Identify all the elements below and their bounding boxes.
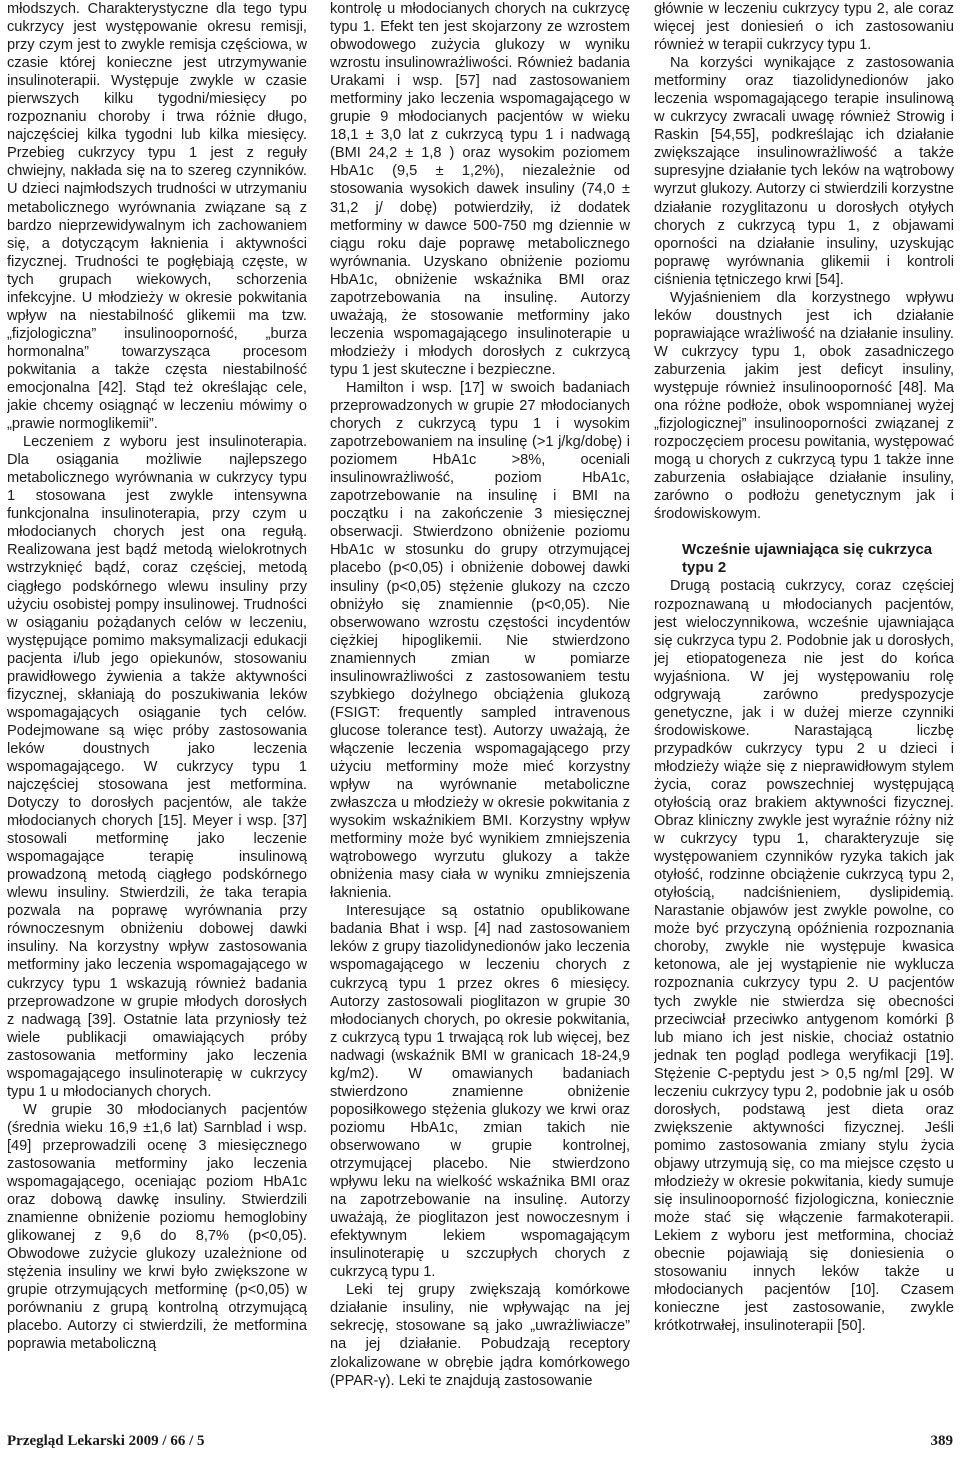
paragraph: młodszych. Charakterystyczne dla tego typu cukrzycy jest występowanie okresu remisji, przy czym jest to zwykle remisja częściowa, w czasie której konieczne jest utrzymywanie insulinoterapii. Występuje zwykle w czasie pierwszych kilku tygodni/miesięcy po rozpoznaniu choroby i trwa różnie długo, najczęściej kilka tygodni lub kilka miesięcy. Przebieg cukrzycy typu 1 jest z reguły chwiejny, nakłada się na to szereg czynników. U dzieci najmłodszych trudności w utrzymaniu metabolicznego wyrównania związane są z bardzo nieprzewidywalnym ich zachowaniem się, a dotyczącym łaknienia i aktywności fizycznej. Trudności te pogłębiają częste, w tych grupach wiekowych, schorzenia infekcyjne. U młodzieży w okresie pokwitania wpływ na niestabilność glikemii ma tzw. „fizjologiczna” insulinooporność, „burza hormonalna” towarzysząca procesom pokwitania a także częsta niestabilność emocjonalna [42]. Stąd też określając cele, jakie chcemy osiągnąć w leczeniu mówimy o „prawie normoglikemii”.	[7, 1, 307, 433]
text-column-middle	[330, 0, 630, 1410]
page-number: 389	[930, 1433, 953, 1449]
paragraph: Na korzyści wynikające z zastosowania metforminy oraz tiazolidynedionów jako leczenia wspomagającego terapie insulinową w cukrzycy zwracali uwagę również Strowig i Raskin [54,55], podkreślając ich działanie zwiększające insulinowrażliwość a także supresyjne działanie tych leków na wątrobowy wyrzut glukozy. Autorzy ci stwierdzili korzystne działanie rozyglitazonu u dorosłych otyłych chorych z cukrzycą typu 1, z objawami oporności na działanie insuliny, uzyskując poprawę wyrównania glikemii i kontroli ciśnienia tętniczego krwi [54].	[654, 55, 954, 288]
paragraph: Leczeniem z wyboru jest insulinoterapia. Dla osiągania możliwie najlepszego metabolicznego wyrównania w cukrzycy typu 1 stosowana jest zwykle intensywna funkcjonalna insulinoterapia, przy czym u młodocianych chorych jest ona regułą. Realizowana jest bądź metodą wielokrotnych wstrzyknięć bądź, coraz częściej, metodą ciągłego podskórnego wlewu insuliny przy użyciu osobistej pompy insulinowej. Trudności w osiąganiu pożądanych celów w leczeniu, występujące pomimo maksymalizacji edukacji pacjenta i/lub jego opiekunów, stosowaniu prawidłowego żywienia a także aktywności fizycznej, skłaniają do poszukiwania leków wspomagających osiąganie tych celów. Podejmowane są więc próby zastosowania leków doustnych jako leczenia wspomagającego. W cukrzycy typu 1 najczęściej stosowana jest metformina. Dotyczy to dorosłych pacjentów, ale także młodocianych chorych [15]. Meyer i wsp. [37] stosowali metforminę jako leczenie wspomagające terapię insulinową prowadzoną metodą ciągłego podskórnego wlewu insuliny. Stwierdzili, że taka terapia pozwala na poprawę wyrównania przy równoczesnym obniżeniu dobowej dawki insuliny. Na korzystny wpływ zastosowania metforminy jako leczenia wspomagającego w cukrzycy typu 1 wskazują również badania przeprowadzone w grupie młodych dorosłych z nadwagą [39]. Ostatnie lata przyniosły też wiele publikacji omawiających próby zastosowania metforminy jako leczenia wspomagającego insulinoterapię w cukrzycy typu 1 u młodocianych chorych.	[7, 434, 307, 1100]
paragraph: Leki tej grupy zwiększają komórkowe działanie insuliny, nie wpływając na jej sekrecję, stosowane są jako „uwrażliwiacze” na jej działanie. Pobudzają receptory zlokalizowane w obrębie jądra komórkowego (PPAR-γ). Leki te znajdują zastosowanie	[330, 1282, 630, 1389]
text-column-right	[654, 0, 954, 1410]
paragraph: Hamilton i wsp. [17] w swoich badaniach przeprowadzonych w grupie 27 młodocianych chorych z cukrzycą typu 1 i wysokim zapotrzebowaniem na insulinę (>1 j/kg/dobę) i poziomem HbA1c >8%, oceniali insulinowrażliwość, poziom HbA1c, zapotrzebowanie na insulinę i BMI na początku i na zakończenie 3 miesięcznej obserwacji. Stwierdzono obniżenie poziomu HbA1c w stosunku do grupy otrzymującej placebo (p<0,05) i obniżenie dobowej dawki insuliny (p<0,05) stężenie glukozy na czczo obniżyło się znamiennie (p<0,05). Nie obserwowano wzrostu częstości incydentów ciężkiej hipoglikemii. Nie stwierdzono znamiennych zmian w pomiarze insulinowrażliwości z zastosowaniem testu szybkiego dożylnego obciążenia glukozą (FSIGT: frequently sampled intravenous glucose tolerance test). Autorzy uważają, że włączenie leczenia wspomagającego przy użyciu metforminy może mieć korzystny wpływ na wyrównanie metaboliczne zwłaszcza u młodzieży w okresie pokwitania z wysokim wskaźnikiem BMI. Korzystny wpływ metforminy może być wynikiem zmniejszenia wątrobowego wyrzutu glukozy a także obniżenia masy ciała w wyniku zmniejszenia łaknienia.	[330, 379, 630, 902]
section-heading: Wcześnie ujawniająca się cukrzyca typu 2	[682, 541, 933, 577]
paragraph: Wyjaśnieniem dla korzystnego wpływu leków doustnych jest ich działanie poprawiające wrażliwość na działanie insuliny. W cukrzycy typu 1, obok zasadniczego zaburzenia jakim jest deficyt insuliny, występuje również insulinooporność [48]. Ma ona różne podłoże, obok wspomnianej wyżej „fizjologicznej” insulinooporności związanej z rozpoczęciem procesu powitania, występować mogą u chorych z cukrzycą typu 1 także inne zaburzenia osłabiające działanie insuliny, zarówno o podłożu genetycznym jak i środowiskowym.	[654, 289, 954, 523]
paragraph: Drugą postacią cukrzycy, coraz częściej rozpoznawaną u młodocianych pacjentów, jest wieloczynnikowa, wcześnie ujawniająca się cukrzyca typu 2. Podobnie jak u dorosłych, jej etiopatogeneza nie jest do końca wyjaśniona. W jej występowaniu rolę odgrywają zarówno predyspozycje genetyczne, jak i w dużej mierze czynniki środowiskowe. Narastającą liczbę przypadków cukrzycy typu 2 u dzieci i młodzieży wiąże się z nieprawidłowym stylem życia, coraz powszechniej występującą otyłością oraz brakiem aktywności fizycznej. Obraz kliniczny zwykle jest wyraźnie różny niż w cukrzycy typu 1, charakteryzuje się występowaniem czynników ryzyka takich jak otyłość, rodzinne obciążenie cukrzycą typu 2, otyłością, nadciśnieniem, dyslipidemią. Narastanie objawów jest zwykle powolne, co może być przyczyną opóźnienia rozpoznania choroby, zwykle nie występuje kwasica ketonowa, ale jej wystąpienie nie wyklucza rozpoznania cukrzycy typu 2. U pacjentów tych zwykle nie stwierdza się obecności przeciwciał przeciwko antygenom komórki β lub miano ich jest niskie, chociaż ostatnio jednak ten pogląd podlega weryfikacji [19]. Stężenie C-peptydu jest > 0,5 ng/ml [29]. W leczeniu cukrzycy typu 2, podobnie jak u osób dorosłych, podstawą jest dieta oraz zwiększenie aktywności fizycznej. Jeśli pomimo zastosowania zmiany stylu życia objawy utrzymują się, co ma miejsce często u młodzieży w okresie pokwitania, kiedy sumuje się insulinooporność fizjologiczna, koniecznie może stać się włączenie farmakoterapii. Lekiem z wyboru jest metformina, chociaż obecnie pojawiają się doniesienia o stosowaniu innych leków także u młodocianych pacjentów [10]. Czasem konieczne jest zastosowanie, zwykle krótkotrwałej, insulinoterapii [50].	[654, 578, 954, 1335]
paragraph: głównie w leczeniu cukrzycy typu 2, ale coraz więcej jest doniesień o ich zastosowaniu również w terapii cukrzycy typu 1.	[654, 1, 954, 54]
text-column-left	[7, 0, 307, 1410]
paragraph: W grupie 30 młodocianych pacjentów (średnia wieku 16,9 ±1,6 lat) Sarnblad i wsp. [49] przeprowadzili ocenę 3 miesięcznego zastosowania metforminy jako leczenia wspomagającego, oceniając poziom HbA1c oraz dobową dawkę insuliny. Stwierdzili znamienne obniżenie poziomu hemoglobiny glikowanej z 9,6 do 8,7% (p<0,05). Obwodowe zużycie glukozy uzależnione od stężenia insuliny we krwi było zwiększone w grupie otrzymujących metforminę (p<0,05) w porównaniu z grupą kontrolną otrzymującą placebo. Autorzy ci stwierdzili, że metformina poprawia metaboliczną	[7, 1101, 307, 1353]
paragraph: Interesujące są ostatnio opublikowane badania Bhat i wsp. [4] nad zastosowaniem leków z grupy tiazolidynedionów jako leczenia wspomagającego w leczeniu chorych z cukrzycą typu 1 przez okres 6 miesięcy. Autorzy zastosowali pioglitazon w grupie 30 młodocianych chorych, po okresie pokwitania, z cukrzycą typu 1 trwającą rok lub więcej, bez nadwagi (wskaźnik BMI w granicach 18-24,9 kg/m2). W omawianych badaniach stwierdzono znamienne obniżenie poposiłkowego stężenia glukozy we krwi oraz poziomu HbA1c, zmian takich nie obserwowano w grupie kontrolnej, otrzymującej placebo. Nie stwierdzono wpływu leku na wielkość wskaźnika BMI oraz na zapotrzebowanie na insulinę. Autorzy uważają, że pioglitazon jest nowoczesnym i efektywnym lekiem wspomagającym insulinoterapię u szczupłych chorych z cukrzycą typu 1.	[330, 903, 630, 1281]
paragraph: kontrolę u młodocianych chorych na cukrzycę typu 1. Efekt ten jest skojarzony ze wzrostem obwodowego zużycia glukozy w wyniku wzrostu insulinowrażliwości. Również badania Urakami i wsp. [57] nad zastosowaniem metforminy jako leczenia wspomagającego w grupie 9 młodocianych pacjentów w wieku 18,1 ± 3,0 lat z cukrzycą typu 1 i nadwagą (BMI 24,2 ± 1,8 ) oraz wysokim poziomem HbA1c (9,5 ± 1,2%), niezależnie od stosowania wysokich dawek insuliny (74,0 ± 31,2 j/ dobę) potwierdziły, iż dodatek metforminy w dawce 500-750 mg dziennie w ciągu roku daje poprawę metabolicznego wyrównania. Uzyskano obniżenie poziomu HbA1c, obniżenie wskaźnika BMI oraz zapotrzebowania na insulinę. Autorzy uważają, że stosowanie metforminy jako leczenia wspomagającego insulinoterapie u młodzieży i młodych dorosłych z cukrzycą typu 1 jest skuteczne i bezpieczne.	[330, 1, 630, 378]
journal-footer: Przegląd Lekarski 2009 / 66 / 5	[7, 1433, 205, 1449]
